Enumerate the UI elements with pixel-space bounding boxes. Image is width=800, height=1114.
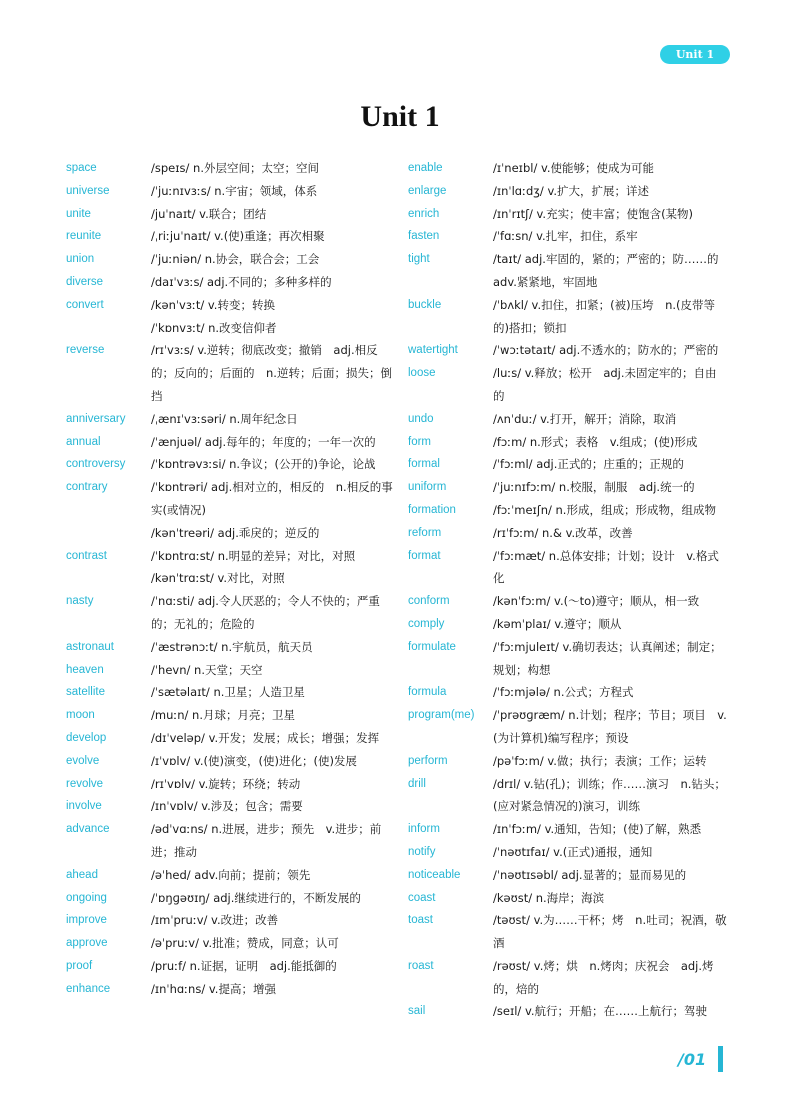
vocab-definition: /ˈfɔːmjuleɪt/ v.确切表达；认真阐述；制定；规划；构想 [493,639,722,677]
vocab-entry [66,431,396,454]
vocab-definition: /ˈkɒntrəri/ adj.相对立的，相反的 n.相反的事实(或情况) [151,480,393,517]
vocab-word: undo [408,412,434,425]
vocab-entry [408,864,728,887]
vocab-entry [408,636,728,682]
vocab-word: reunite [66,230,102,243]
vocab-entry [66,909,396,932]
right-column [408,157,728,1023]
vocab-entry [66,157,396,180]
vocab-entry [66,180,396,203]
vocab-definition: /rɪˈvɒlv/ v.旋转；环绕；转动 [151,776,301,791]
page-title: Unit 1 [360,100,440,133]
vocab-word: formulate [408,640,456,653]
vocab-definition: /daɪˈvɜːs/ adj.不同的；多种多样的 [151,274,332,289]
vocab-word: tight [408,253,430,266]
vocab-definition: /kəʊst/ n.海岸；海滨 [493,890,605,905]
vocab-entry [66,818,396,864]
vocab-word: unite [66,207,91,220]
vocab-word: revolve [66,777,104,790]
vocab-word: roast [408,959,434,972]
left-column [66,157,396,1000]
vocab-word: inform [408,823,440,836]
vocab-definition: /rɪˈfɔːm/ n.& v.改革，改善 [493,525,633,540]
vocab-entry [66,203,396,226]
vocab-entry [66,248,396,271]
vocab-word: formation [408,503,456,516]
vocab-entry [408,818,728,841]
vocab-entry [408,909,728,955]
vocab-definition: /ˈnəʊtɪsəbl/ adj.显著的；显而易见的 [493,867,687,882]
vocab-definition: /əˈpruːv/ v.批准；赞成，同意；认可 [151,936,339,951]
vocab-word: toast [408,914,433,927]
vocab-definition: /ɪnˈhɑːns/ v.提高；增强 [151,981,276,996]
vocab-definition: /ˈprəʊɡræm/ n.计划；程序；节目；项目 v.(为计算机)编写程序；预设 [493,708,727,745]
vocab-definition: /ˈbʌkl/ v.扣住，扣紧；(被)压垮 n.(皮带等的)搭扣；锁扣 [493,297,715,335]
vocab-word: ongoing [66,891,107,904]
vocab-definition: /əˈhed/ adv.向前；提前；领先 [151,867,311,882]
vocab-entry [408,339,728,362]
vocab-entry [66,773,396,796]
vocab-definition: /ɪnˈlɑːdʒ/ v.扩大，扩展；详述 [493,183,650,198]
vocab-definition: /ʌnˈduː/ v.打开，解开；消除，取消 [493,411,677,426]
vocab-definition: /ˌriːjuˈnaɪt/ v.(使)重逢；再次相聚 [151,229,325,244]
vocab-entry [408,476,728,499]
vocab-word: enhance [66,982,111,995]
vocab-word: program(me) [408,709,475,722]
vocab-entry [66,750,396,773]
vocab-entry [408,704,728,750]
vocab-definition: /ˈkɒnvɜːt/ n.改变信仰者 [151,320,277,335]
vocab-definition: /ˈfɔːml/ adj.正式的；庄重的；正规的 [493,457,684,472]
vocab-entry [66,681,396,704]
vocab-word: satellite [66,686,105,699]
vocab-word: buckle [408,298,442,311]
vocab-definition: /speɪs/ n.外层空间；太空；空间 [151,161,319,175]
vocab-definition: /ɪmˈpruːv/ v.改进；改善 [151,913,279,928]
vocab-definition: /ɪˈvɒlv/ v.(使)演变，(使)进化；(使)发展 [151,753,357,768]
vocab-entry [408,750,728,773]
vocab-entry [66,978,396,1001]
vocab-entry [66,545,396,568]
vocab-entry [408,431,728,454]
vocab-word: coast [408,891,436,904]
vocab-word: reverse [66,344,105,357]
vocab-word: sail [408,1005,426,1018]
vocab-entry [408,362,728,408]
vocab-entry [66,864,396,887]
vocab-entry [408,294,728,340]
vocab-word: perform [408,754,448,767]
vocab-definition: /ˈnəʊtɪfaɪ/ v.(正式)通报，通知 [493,844,653,859]
vocab-entry [408,453,728,476]
vocab-entry [66,727,396,750]
vocab-definition: /ˈwɔːtətaɪt/ adj.不透水的；防水的；严密的 [493,343,719,358]
vocab-entry [408,841,728,864]
vocab-definition: /kənˈtrɑːst/ v.对比，对照 [151,571,285,586]
vocab-word: reform [408,526,442,539]
vocab-definition: /ˈɒŋɡəʊɪŋ/ adj.继续进行的，不断发展的 [151,890,361,905]
vocab-definition: /kəmˈplaɪ/ v.遵守；顺从 [493,616,622,631]
vocab-entry [408,545,728,591]
vocab-definition: /ɪnˈvɒlv/ v.涉及；包含；需要 [151,799,303,814]
vocab-entry [66,271,396,294]
vocab-word: contrast [66,549,107,562]
vocab-definition: /ˈhevn/ n.天堂；天空 [151,662,263,677]
vocab-definition: /taɪt/ adj.牢固的，紧的；严密的；防……的 adv.紧紧地，牢固地 [493,252,730,289]
vocab-entry [408,1000,728,1023]
vocab-word: space [66,162,97,174]
vocab-word: controversy [66,458,126,471]
vocab-entry [66,522,396,545]
page-number-bar [718,1046,723,1072]
vocab-definition: /muːn/ n.月球；月亮；卫星 [151,708,296,723]
vocab-word: improve [66,914,107,927]
vocab-entry [408,887,728,910]
vocab-word: enrich [408,207,440,220]
vocab-definition: /seɪl/ v.航行；开船；在……上航行；驾驶 [493,1004,708,1019]
vocab-definition: /pəˈfɔːm/ v.做；执行；表演；工作；运转 [493,753,707,768]
vocab-entry [408,408,728,431]
vocab-definition: /pruːf/ n.证据，证明 adj.能抵御的 [151,958,337,973]
vocab-word: universe [66,184,110,197]
vocab-entry [408,613,728,636]
vocab-word: involve [66,800,102,813]
vocab-word: moon [66,709,95,722]
vocab-word: advance [66,823,110,836]
vocab-word: format [408,549,441,562]
vocab-definition: /rɪˈvɜːs/ v.逆转；彻底改变；撤销 adj.相反的；反向的；后面的 n.逆转；后面；损失；倒挡 [151,343,392,403]
vocab-definition: /drɪl/ v.钻(孔)；训练；作……演习 n.钻头；(应对紧急情况的)演习，训练 [493,776,726,814]
vocab-word: ahead [66,868,98,881]
vocab-definition: /ˈjuːnɪfɔːm/ n.校服，制服 adj.统一的 [493,480,695,495]
vocab-definition: /kənˈtreəri/ adj.乖戾的；逆反的 [151,525,320,540]
vocab-definition: /kənˈvɜːt/ v.转变；转换 [151,297,275,312]
vocab-definition: /ˈfɔːmæt/ n.总体安排；计划；设计 v.格式化 [493,548,719,586]
vocab-definition: /ɪnˈfɔːm/ v.通知，告知；(使)了解，熟悉 [493,822,702,837]
vocab-entry [66,317,396,340]
vocab-word: formal [408,458,440,471]
vocab-entry [66,932,396,955]
vocab-word: contrary [66,481,108,494]
vocab-definition: /rəʊst/ v.烤；烘 n.烤肉；庆祝会 adj.烤的，焙的 [493,958,714,996]
vocab-definition: /juˈnaɪt/ v.联合；团结 [151,206,267,221]
vocab-entry [66,955,396,978]
vocab-definition: /ˈfɔːmjələ/ n.公式；方程式 [493,685,634,700]
page-number: /01 [678,1050,707,1069]
vocab-entry [408,681,728,704]
vocab-entry [66,567,396,590]
vocab-entry [408,157,728,180]
vocab-definition: /ˈæstrənɔːt/ n.宇航员，航天员 [151,639,313,654]
vocab-word: heaven [66,663,104,676]
vocab-definition: /ədˈvɑːns/ n.进展，进步；预先 v.进步；前进；推动 [151,822,382,859]
vocab-entry [408,203,728,226]
vocab-word: proof [66,959,93,972]
vocab-definition: /ˈjuːniən/ n.协会，联合会；工会 [151,252,320,267]
vocab-word: loose [408,367,436,380]
vocab-definition: /kənˈfɔːm/ v.(～to)遵守；顺从，相一致 [493,594,700,609]
vocab-definition: /ˈjuːnɪvɜːs/ n.宇宙；领域，体系 [151,183,318,198]
vocab-definition: /təʊst/ v.为……干杯；烤 n.吐司；祝酒，敬酒 [493,913,727,951]
vocab-definition: /ˌænɪˈvɜːsəri/ n.周年纪念日 [151,411,298,426]
vocab-definition: /ˈnɑːsti/ adj.令人厌恶的；令人不快的；严重的；无礼的；危险的 [151,594,380,631]
vocab-entry [66,704,396,727]
vocab-word: noticeable [408,868,461,881]
vocab-entry [66,339,396,407]
vocab-entry [66,408,396,431]
vocab-entry [66,659,396,682]
vocab-definition: /dɪˈveləp/ v.开发；发展；成长；增强；发挥 [151,730,380,745]
vocab-word: drill [408,777,426,790]
vocab-definition: /ɪnˈrɪtʃ/ v.充实；使丰富；使饱含(某物) [493,206,694,221]
vocab-word: formula [408,686,447,699]
vocab-word: nasty [66,595,94,608]
vocab-entry [66,590,396,636]
vocab-entry [408,248,728,294]
vocab-word: watertight [408,344,458,357]
vocab-entry [66,225,396,248]
vocab-entry [66,476,396,522]
vocab-entry [408,180,728,203]
vocab-definition: /fɔːˈmeɪʃn/ n.形成，组成；形成物，组成物 [493,502,716,517]
vocab-entry [408,773,728,819]
vocab-entry [408,955,728,1001]
vocab-word: approve [66,937,108,950]
vocab-definition: /luːs/ v.释放；松开 adj.未固定牢的；自由的 [493,366,717,403]
vocab-entry [408,225,728,248]
vocab-entry [408,499,728,522]
vocab-entry [66,636,396,659]
vocab-definition: /fɔːm/ n.形式；表格 v.组成；(使)形成 [493,434,698,449]
vocab-word: comply [408,617,445,630]
vocab-word: uniform [408,481,447,494]
vocab-definition: /ˈsætəlaɪt/ n.卫星；人造卫星 [151,685,305,700]
vocab-definition: /ˈkɒntrɑːst/ n.明显的差异；对比，对照 [151,548,356,563]
vocab-word: convert [66,298,104,311]
vocab-word: anniversary [66,412,126,425]
vocab-word: annual [66,435,101,448]
vocab-definition: /ˈkɒntrəvɜːsi/ n.争议；(公开的)争论，论战 [151,457,376,472]
vocab-word: enable [408,162,443,174]
vocab-word: enlarge [408,184,447,197]
vocab-entry [66,887,396,910]
vocab-word: diverse [66,275,104,288]
vocab-entry [66,453,396,476]
vocab-word: astronaut [66,640,114,653]
vocab-definition: /ˈænjuəl/ adj.每年的；年度的；一年一次的 [151,434,376,449]
vocab-word: conform [408,595,450,608]
vocab-entry [408,590,728,613]
unit-badge: Unit 1 [660,45,730,64]
vocab-entry [408,522,728,545]
vocab-word: evolve [66,754,100,767]
vocab-word: fasten [408,230,440,243]
vocab-word: form [408,435,431,448]
vocab-entry [66,795,396,818]
vocab-definition: /ɪˈneɪbl/ v.使能够；使成为可能 [493,161,655,175]
vocab-word: union [66,253,95,266]
vocab-definition: /ˈfɑːsn/ v.扎牢，扣住，系牢 [493,229,638,244]
vocab-entry [66,294,396,317]
vocab-word: notify [408,845,436,858]
vocab-word: develop [66,731,107,744]
